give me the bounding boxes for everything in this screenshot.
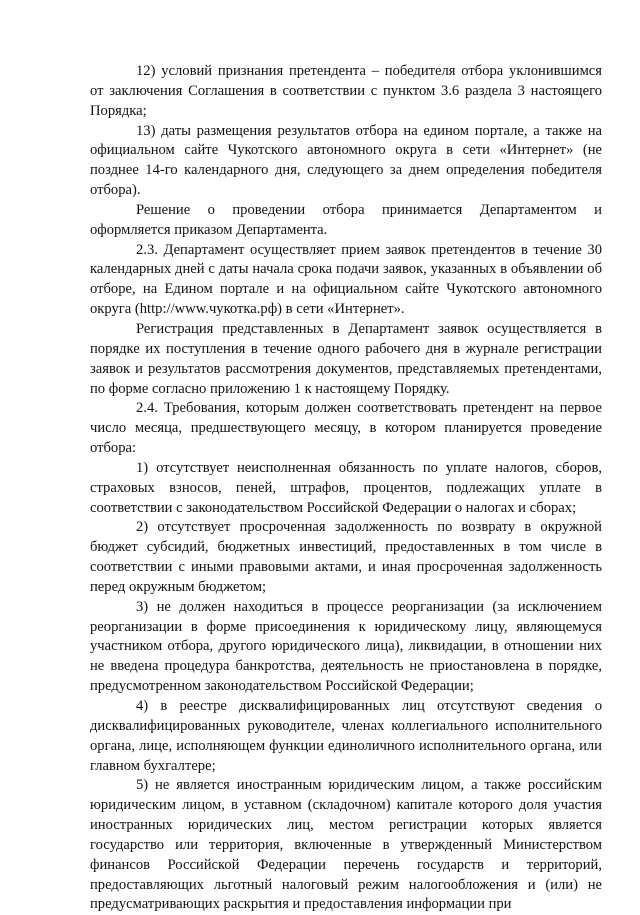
paragraph-requirement-3: 3) не должен находиться в процессе реорганизации (за исключением реорганизации в форме присоединения к юридическому лицу, являющемуся участником отбора, другого юридического лица), ликвидации, в отношении них не введена процедура банкротства, деятельность не приостановлена в порядке, предусмотренном законодательством Российской Федерации; <box>90 598 602 695</box>
paragraph-decision: Решение о проведении отбора принимается Департаментом и оформляется приказом Департамента. <box>90 201 602 238</box>
paragraph-2-4: 2.4. Требования, которым должен соответствовать претендент на первое число месяца, предшествующего месяцу, в котором планируется проведение отбора: <box>90 400 602 457</box>
paragraph-requirement-1: 1) отсутствует неисполненная обязанность по уплате налогов, сборов, страховых взносов, пеней, штрафов, процентов, подлежащих уплате в соответствии с законодательством Российской Федерации о налогах и сборах; <box>90 459 602 516</box>
paragraph-2-3: 2.3. Департамент осуществляет прием заявок претендентов в течение 30 календарных дней с даты начала срока подачи заявок, указанных в объявлении об отборе, на Едином портале и на официальном сайте Чукотского автономного округа (http://www.чукотка.рф) в сети «Интернет». <box>90 241 602 318</box>
paragraph-item-13: 13) даты размещения результатов отбора на едином портале, а также на официальном сайте Чукотского автономного округа в сети «Интернет» (не позднее 14-го календарного дня, следующего за днем определения победителя отбора). <box>90 122 602 199</box>
document-page <box>90 62 602 915</box>
paragraph-registration: Регистрация представленных в Департамент заявок осуществляется в порядке их поступления в течение одного рабочего дня в журнале регистрации заявок и результатов рассмотрения документов, представляемых претендентами, по форме согласно приложению 1 к настоящему Порядку. <box>90 320 602 397</box>
paragraph-item-12: 12) условий признания претендента – победителя отбора уклонившимся от заключения Соглашения в соответствии с пунктом 3.6 раздела 3 настоящего Порядка; <box>90 63 602 119</box>
paragraph-requirement-5: 5) не является иностранным юридическим лицом, а также российским юридическим лицом, в уставном (складочном) капитале которого доля участия иностранных юридических лиц, местом регистрации которых является государство или территория, включенные в утвержденный Министерством финансов Российской Федерации перечень государств и территорий, предоставляющих льготный налоговый режим налогообложения и (или) не предусматривающих раскрытия и предоставления информации при <box>90 777 602 913</box>
paragraph-requirement-2: 2) отсутствует просроченная задолженность по возврату в окружной бюджет субсидий, бюджетных инвестиций, предоставленных в том числе в соответствии с иными правовыми актами, и иная просроченная задолженность перед окружным бюджетом; <box>90 519 602 595</box>
paragraph-requirement-4: 4) в реестре дисквалифицированных лиц отсутствуют сведения о дисквалифицированных руководителе, членах коллегиального исполнительного органа, лице, исполняющем функции единоличного исполнительного органа, или главном бухгалтере; <box>90 698 602 774</box>
